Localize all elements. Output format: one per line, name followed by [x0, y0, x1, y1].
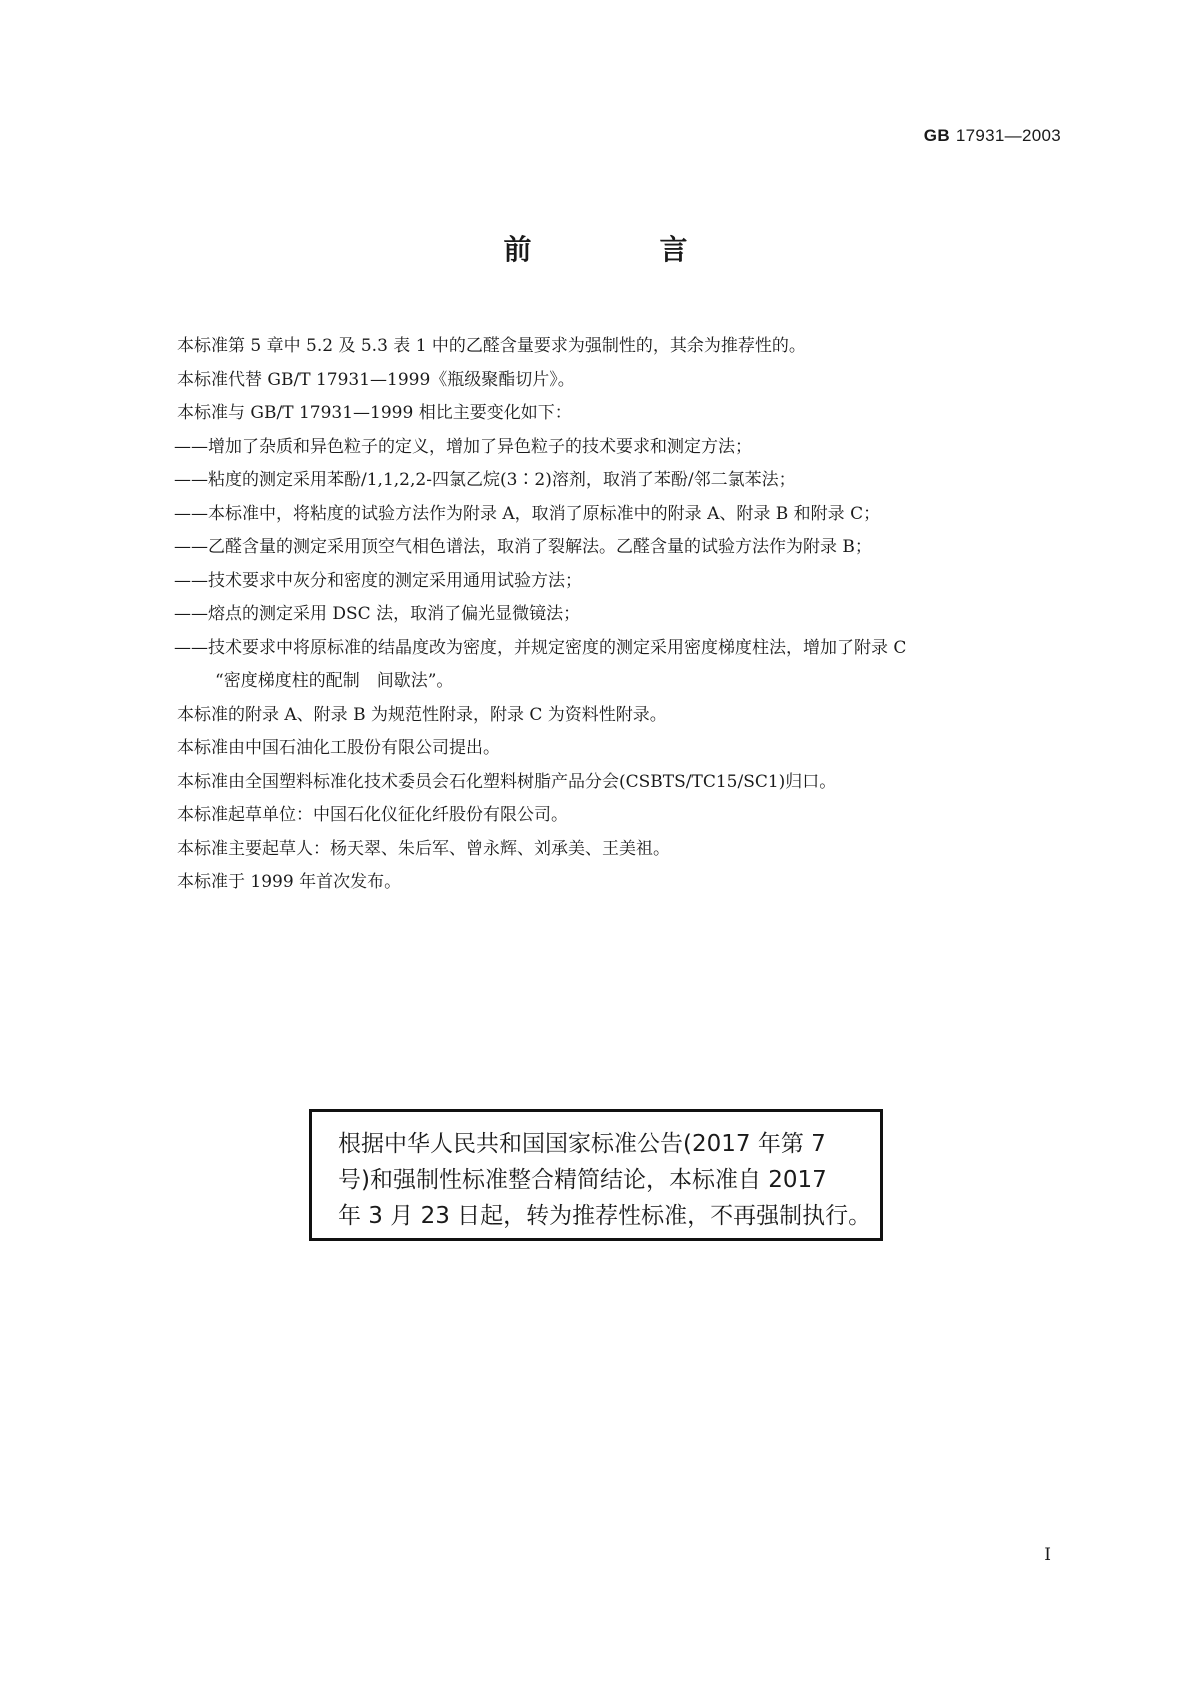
change-item: ——技术要求中将原标准的结晶度改为密度，并规定密度的测定采用密度梯度柱法，增加了附录 C [174, 637, 907, 658]
change-item: ——熔点的测定采用 DSC 法，取消了偏光显微镜法； [174, 604, 581, 624]
paragraph-appendix-types: 本标准的附录 A、附录 B 为规范性附录，附录 C 为资料性附录。 [177, 704, 667, 725]
status-notice-box [309, 1109, 883, 1241]
paragraph-proposer: 本标准由中国石油化工股份有限公司提出。 [177, 738, 500, 758]
change-item: ——粘度的测定采用苯酚/1,1,2,2-四氯乙烷(3∶2)溶剂，取消了苯酚/邻二氯苯法； [174, 470, 796, 490]
paragraph-mandatory-clause: 本标准第 5 章中 5.2 及 5.3 表 1 中的乙醛含量要求为强制性的，其余为推荐性的。 [177, 336, 806, 356]
page-title: 前 言 [503, 233, 738, 266]
paragraph-replaces: 本标准代替 GB/T 17931—1999《瓶级聚酯切片》。 [177, 369, 575, 390]
page-number: I [1044, 1545, 1051, 1565]
change-item: ——本标准中，将粘度的试验方法作为附录 A，取消了原标准中的附录 A、附录 B 和附录 C； [174, 503, 881, 524]
notice-line: 年 3 月 23 日起，转为推荐性标准，不再强制执行。 [338, 1203, 872, 1229]
paragraph-drafters: 本标准主要起草人：杨天翠、朱后军、曾永辉、刘承美、王美祖。 [177, 838, 670, 859]
standard-prefix: GB [923, 126, 950, 145]
notice-line: 根据中华人民共和国国家标准公告(2017 年第 7 [338, 1131, 826, 1157]
notice-line: 号)和强制性标准整合精简结论，本标准自 2017 [338, 1167, 827, 1193]
change-item-continuation: “密度梯度柱的配制 间歇法”。 [215, 671, 454, 691]
foreword-body [174, 330, 1077, 900]
change-item: ——乙醛含量的测定采用顶空气相色谱法，取消了裂解法。乙醛含量的试验方法作为附录 B； [174, 537, 872, 557]
paragraph-committee: 本标准由全国塑料标准化技术委员会石化塑料树脂产品分会(CSBTS/TC15/SC1)归口。 [177, 771, 837, 792]
change-item: ——增加了杂质和异色粒子的定义，增加了异色粒子的技术要求和测定方法； [174, 436, 752, 457]
paragraph-drafting-unit: 本标准起草单位：中国石化仪征化纤股份有限公司。 [177, 805, 568, 825]
paragraph-changes-intro: 本标准与 GB/T 17931—1999 相比主要变化如下： [177, 403, 572, 423]
standard-number: 17931—2003 [955, 126, 1061, 145]
standard-code [924, 126, 1061, 146]
change-item: ——技术要求中灰分和密度的测定采用通用试验方法； [174, 570, 582, 591]
paragraph-first-issue: 本标准于 1999 年首次发布。 [177, 872, 402, 892]
